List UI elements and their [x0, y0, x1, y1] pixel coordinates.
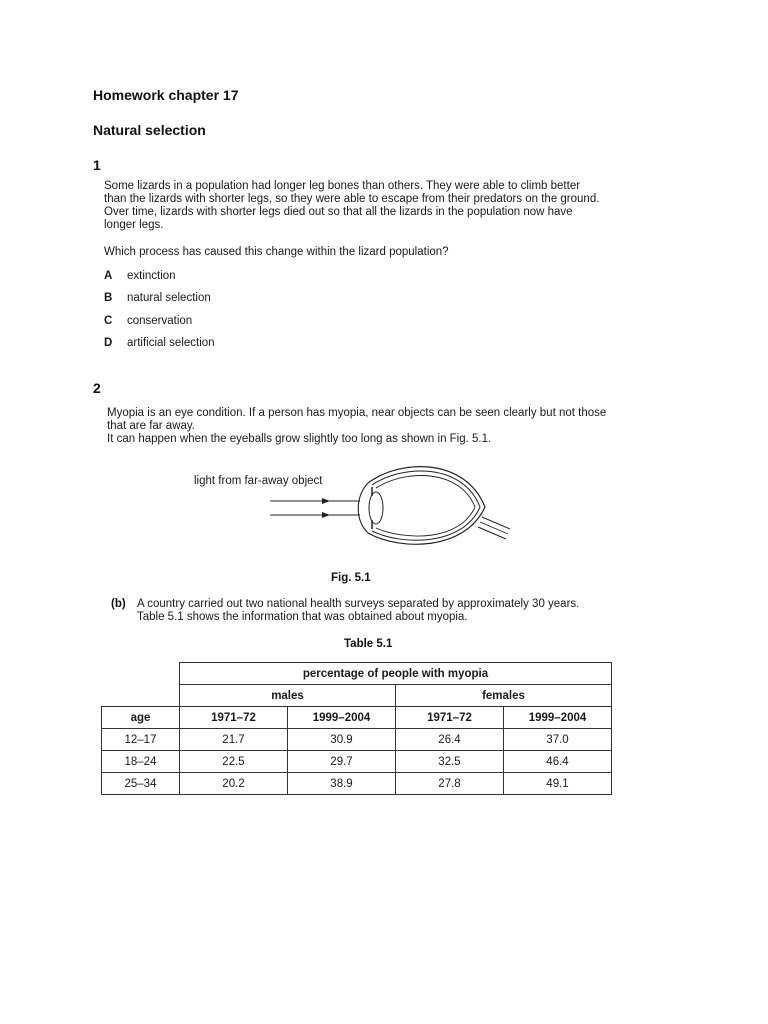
cornea: [358, 483, 368, 533]
document-heading: Homework chapter 17: [93, 87, 239, 103]
table-cell: 38.9: [288, 773, 396, 795]
figure-caption: Fig. 5.1: [331, 572, 371, 584]
table-row: [102, 751, 612, 773]
option-text: extinction: [127, 270, 176, 282]
table-cell: 25–34: [102, 773, 180, 795]
eye-diagram: [260, 455, 520, 555]
table-cell: 29.7: [288, 751, 396, 773]
option-text: artificial selection: [127, 337, 215, 349]
group-header-males: males: [180, 685, 396, 707]
question-1-line: Over time, lizards with shorter legs died out so that all the lizards in the population now have: [104, 206, 573, 218]
column-header: 1971–72: [396, 707, 504, 729]
table-row: [102, 773, 612, 795]
option-letter: B: [104, 292, 113, 304]
table-cell: 46.4: [504, 751, 612, 773]
question-2-text: [107, 407, 627, 433]
column-header: 1999–2004: [288, 707, 396, 729]
table-cell: 21.7: [180, 729, 288, 751]
part-b-line: A country carried out two national health surveys separated by approximately 30 years.: [137, 598, 580, 610]
table-cell: 12–17: [102, 729, 180, 751]
column-header: 1971–72: [180, 707, 288, 729]
table-cell: 20.2: [180, 773, 288, 795]
empty-cell: [102, 685, 180, 707]
table-cell: 26.4: [396, 729, 504, 751]
part-b-line: Table 5.1 shows the information that was obtained about myopia.: [137, 611, 468, 623]
option-letter: C: [104, 315, 113, 327]
diagram-label: light from far-away object: [194, 475, 323, 487]
option-text: conservation: [127, 315, 193, 327]
arrow-head: [322, 512, 330, 518]
table-main-header: percentage of people with myopia: [180, 663, 612, 685]
table-cell: 27.8: [396, 773, 504, 795]
table-row: [102, 729, 612, 751]
optic-nerve: [480, 522, 508, 534]
question-1-line: Some lizards in a population had longer leg bones than others. They were able to climb better: [104, 180, 581, 192]
table-header-row: [102, 663, 612, 685]
part-b-label: (b): [111, 598, 126, 610]
table-group-row: [102, 685, 612, 707]
option-a: [104, 270, 176, 282]
retina: [376, 476, 475, 537]
section-heading: Natural selection: [93, 122, 206, 138]
table-cell: 30.9: [288, 729, 396, 751]
question-1-line: longer legs.: [104, 219, 164, 231]
question-2-text-2: It can happen when the eyeballs grow slightly too long as shown in Fig. 5.1.: [107, 433, 492, 445]
table-cell: 37.0: [504, 729, 612, 751]
column-header: 1999–2004: [504, 707, 612, 729]
option-text: natural selection: [127, 292, 211, 304]
table-cell: 49.1: [504, 773, 612, 795]
table-cell: 32.5: [396, 751, 504, 773]
table-cell: 22.5: [180, 751, 288, 773]
optic-nerve: [482, 517, 510, 529]
option-letter: D: [104, 337, 113, 349]
empty-cell: [102, 663, 180, 685]
question-2-line: Myopia is an eye condition. If a person has myopia, near objects can be seen clearly but not those: [107, 407, 607, 419]
group-header-females: females: [396, 685, 612, 707]
question-1-text: [104, 180, 624, 232]
question-1-number: 1: [93, 157, 101, 173]
lens: [369, 492, 383, 524]
question-1-line: than the lizards with shorter legs, so they were able to escape from their predators on the ground.: [104, 193, 600, 205]
question-1-prompt: Which process has caused this change within the lizard population?: [104, 246, 449, 258]
option-b: [104, 292, 211, 304]
myopia-table: [101, 662, 612, 795]
option-c: [104, 315, 192, 327]
table-title: Table 5.1: [344, 638, 393, 650]
option-letter: A: [104, 270, 113, 282]
table-cell: 18–24: [102, 751, 180, 773]
optic-nerve: [478, 527, 506, 539]
column-header: age: [102, 707, 180, 729]
question-2-number: 2: [93, 380, 101, 396]
arrow-head: [322, 498, 330, 504]
question-2-line: that are far away.: [107, 420, 195, 432]
part-b-text: [137, 598, 617, 624]
table-column-header-row: [102, 707, 612, 729]
option-d: [104, 337, 215, 349]
